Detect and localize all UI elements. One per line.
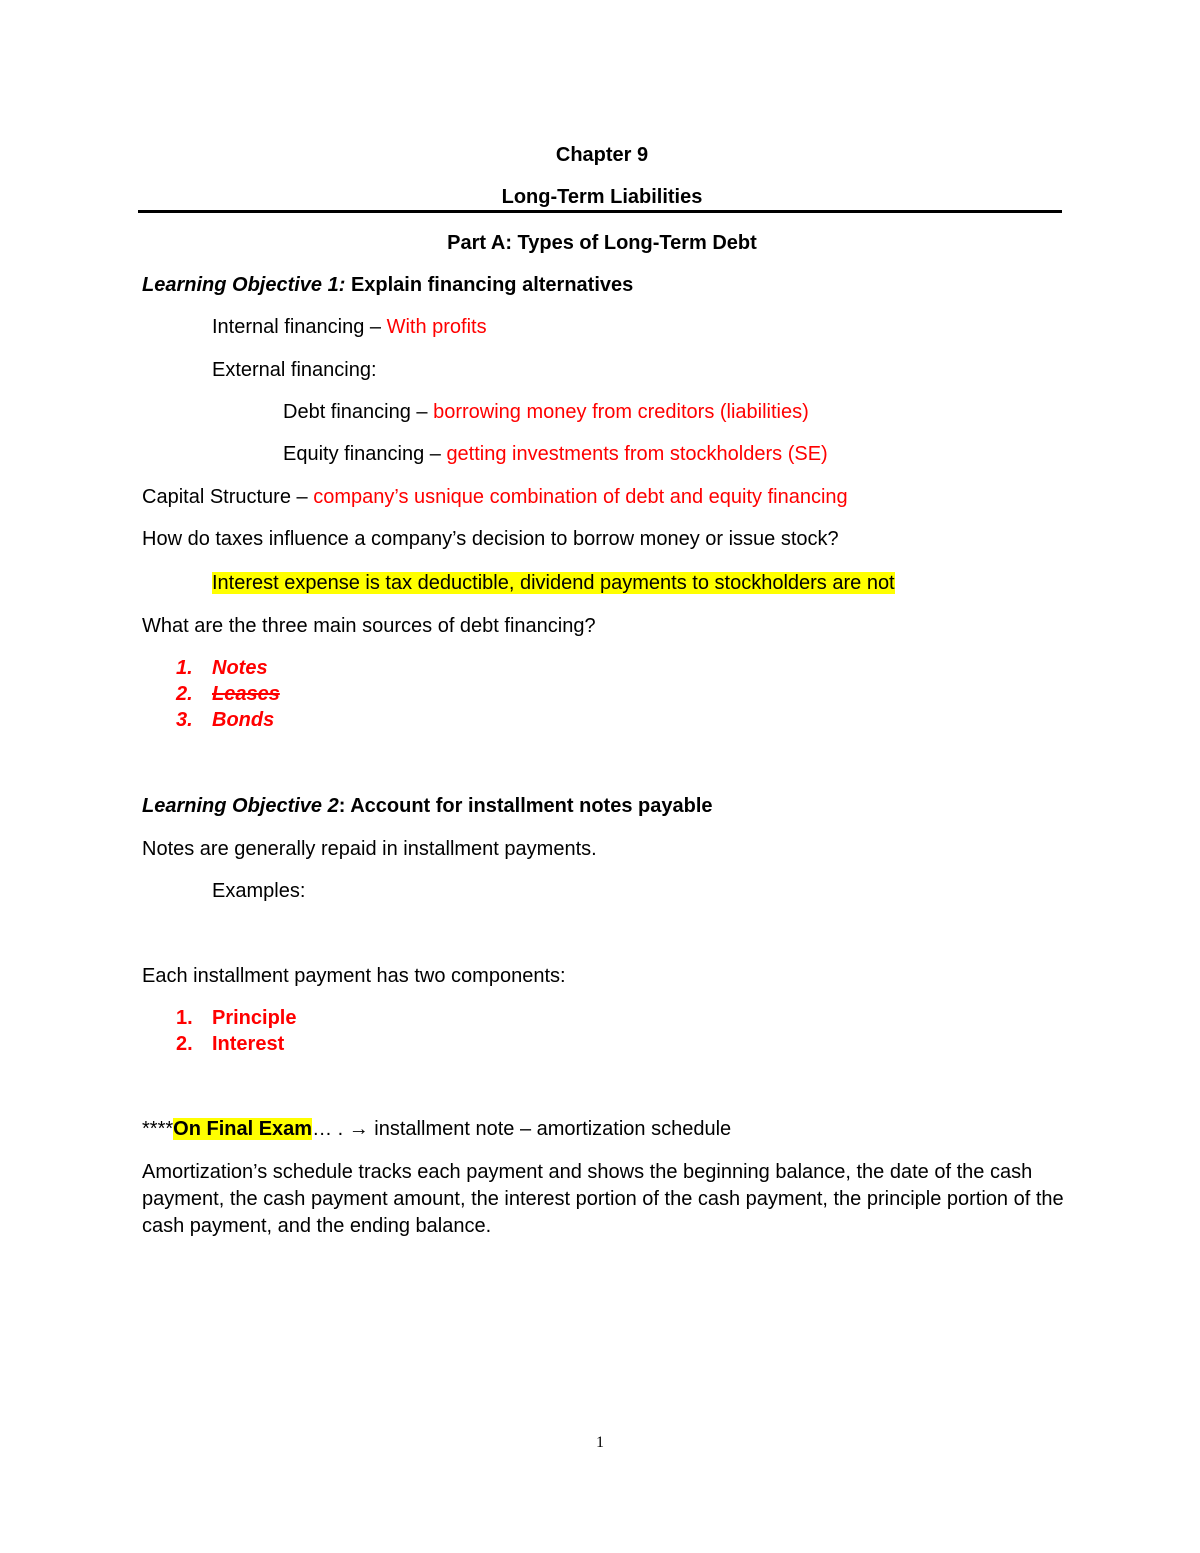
capital-structure-value: company’s usnique combination of debt and equity financing: [313, 486, 848, 508]
lo1-text: Explain financing alternatives: [345, 274, 634, 296]
lo2-label: Learning Objective 2: [142, 795, 339, 817]
chapter-heading: Chapter 9: [555, 144, 649, 166]
equity-financing-line: [283, 442, 1062, 466]
debt-financing-line: [283, 400, 1062, 424]
list-item: 1. Principle: [176, 1007, 297, 1029]
debt-financing-value: borrowing money from creditors (liabilities): [433, 401, 809, 423]
page-title: Long-Term Liabilities: [501, 186, 703, 208]
examples-label: Examples:: [212, 880, 306, 902]
tax-answer-line: [212, 571, 1062, 595]
list-item: 1. Notes: [176, 657, 268, 679]
amortization-paragraph: Amortization’s schedule tracks each payment and shows the beginning balance, the date of the cash payment, the cash payment amount, the interest portion of the cash payment, the principle portion of the cash payment, and the ending balance.: [142, 1161, 1064, 1237]
exam-suffix: … . → installment note – amortization schedule: [312, 1118, 732, 1140]
capital-structure-line: [142, 485, 1062, 509]
lo1-heading: [142, 273, 1062, 297]
title-rule: [138, 210, 1062, 213]
capital-structure-label: Capital Structure –: [142, 486, 314, 508]
tax-question: How do taxes influence a company’s decision to borrow money or issue stock?: [142, 528, 839, 550]
list-item: 3. Bonds: [176, 709, 275, 731]
final-exam-line: [142, 1117, 1062, 1141]
part-heading: Part A: Types of Long-Term Debt: [447, 232, 757, 254]
internal-financing-value: With profits: [386, 316, 487, 338]
list-item: 2. Leases: [176, 683, 280, 705]
lo2-heading: [142, 794, 1062, 818]
exam-prefix: ****: [142, 1118, 174, 1140]
exam-label-highlight: On Final Exam: [173, 1118, 313, 1140]
external-financing-label: External financing:: [212, 359, 377, 381]
components-text: Each installment payment has two components:: [142, 965, 566, 987]
internal-financing-line: [212, 315, 1062, 339]
components-list: [176, 1005, 296, 1057]
debt-sources-list: [176, 655, 280, 733]
tax-answer-highlight: Interest expense is tax deductible, dividend payments to stockholders are not: [212, 572, 895, 594]
debt-financing-label: Debt financing –: [283, 401, 434, 423]
lo2-text: : Account for installment notes payable: [338, 795, 713, 817]
notes-text: Notes are generally repaid in installment payments.: [142, 838, 597, 860]
page-number: 1: [596, 1434, 604, 1451]
lo1-label: Learning Objective 1:: [142, 274, 346, 296]
sources-question: What are the three main sources of debt financing?: [142, 615, 596, 637]
equity-financing-value: getting investments from stockholders (SE): [446, 443, 828, 465]
equity-financing-label: Equity financing –: [283, 443, 447, 465]
list-item: 2. Interest: [176, 1033, 285, 1055]
internal-financing-label: Internal financing –: [212, 316, 387, 338]
